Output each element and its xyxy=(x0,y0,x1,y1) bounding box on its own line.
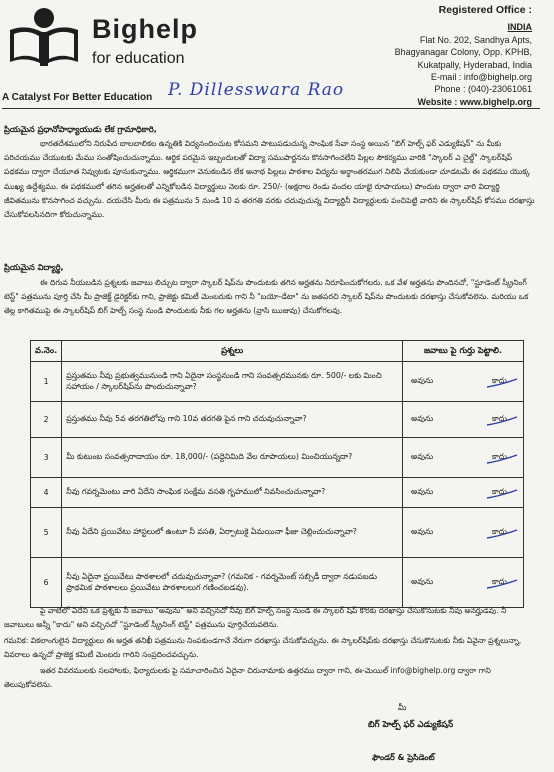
eligibility-note-text: పై వాటిలో ఏదేని ఒక ప్రశ్నకు నీ జవాబు "అవును" అని వచ్చినచో నీవు బిగ్ హెల్ప్ సంస్థ నుండి ఈ స్కాలర్ షిప్ కొరకు దరఖాస్తు చేసుకొనుటకు నీవు అనర్హుడవు. నీ జవాబులు అన్నీ "కాదు" అని వచ్చినచో "స్టూడెంట్ స్క్రీనింగ్ టెస్ట్" పత్రమును పూర్తిచేయవలెను. xyxy=(4,606,507,630)
col-question-header: ప్రశ్నలు xyxy=(62,341,403,362)
student-paragraph xyxy=(4,276,536,319)
answer-no-label: కాదు xyxy=(492,376,507,385)
intro-paragraph xyxy=(4,137,536,222)
table-row xyxy=(31,558,524,608)
tagline: A Catalyst For Better Education xyxy=(2,92,153,103)
office-country: INDIA xyxy=(507,22,532,33)
office-address-line: Flat No. 202, Sandhya Apts, xyxy=(419,34,532,45)
pen-tick-mark xyxy=(486,579,518,589)
answer-no[interactable] xyxy=(492,487,507,498)
pen-tick-mark xyxy=(486,454,518,464)
pen-tick-mark xyxy=(486,529,518,539)
table-row xyxy=(31,438,524,478)
office-email: E-mail : info@bighelp.org xyxy=(430,72,532,83)
table-row xyxy=(31,402,524,438)
answer-cell xyxy=(403,478,524,508)
pen-tick-mark xyxy=(486,416,518,426)
pen-tick-mark xyxy=(486,378,518,388)
table-row xyxy=(31,508,524,558)
greeting-student: ప్రియమైన విద్యార్థి, xyxy=(4,262,64,272)
row-question: నీవు ఏదైనా ప్రయివేటు పాఠశాలలో చదువుచున్నావా? (గమనిక - గవర్నమెంట్ సబ్సిడీ ద్వారా నడుపబడు ప్రాథమిక పాఠశాలలు ప్రయివేటు పాఠశాలలుగ గణించబడవు). xyxy=(62,558,403,608)
row-number: 1 xyxy=(31,362,62,402)
eligibility-note xyxy=(4,604,536,632)
answer-no[interactable] xyxy=(492,577,507,588)
col-number-header: వ.నెం. xyxy=(31,341,62,362)
header-divider xyxy=(2,108,540,109)
answer-yes[interactable]: అవును xyxy=(411,414,434,423)
answer-yes[interactable]: అవును xyxy=(411,527,434,536)
answer-cell xyxy=(403,438,524,478)
handwritten-name: P. Dillesswara Rao xyxy=(168,80,345,100)
table-row xyxy=(31,362,524,402)
answer-no[interactable] xyxy=(492,452,507,463)
answer-yes[interactable]: అవును xyxy=(411,452,434,461)
greeting-headmaster: ప్రియమైన ప్రధానోపాధ్యాయుడు లేక గ్రామాధికారి, xyxy=(4,124,157,134)
contact-paragraph-text: ఇతర వివరములకు సలహాలకు, ఫిర్యాదులకు పై సమాచారించిన ఏదైనా చిరునామాకు ఉత్తరము ద్వారా గాని, ఈ-మెయిల్ info@bighelp.org ద్వారా గాని తెలుపుకోవలెను. xyxy=(4,666,491,690)
registered-office xyxy=(372,4,532,108)
brand-subtitle: for education xyxy=(92,50,185,67)
disabled-note: గమనిక: వికలాంగులైన విద్యార్థులు ఈ అర్హత తనిఖీ పత్రమును నింపకుండగానే నేరుగా దరఖాస్తు చేసుకోవచ్చును. ఈ స్కాలర్‌షిప్‌కు దరఖాస్తు చేసుకొనుటకు నీకు ఏవైనా ప్రశ్నలున్నా, వివరాలు ఉన్నచో ప్రాజెక్ట కమిటీ మెంబరు గారిని సంప్రదించవచ్చును. xyxy=(4,636,522,660)
brand-name: Bighelp xyxy=(92,14,198,44)
row-question: ప్రస్తుతము నీవు ప్రభుత్వమునుండి గాని ఏదైనా సంస్థనుండి గాని సంవత్సరమునకు రూ. 500/- లకు మించి సహాయం / స్కాలర్‌షిప్‌ను పొందుచున్నావా? xyxy=(62,362,403,402)
office-address-line: Bhagyanagar Colony, Opp. KPHB, xyxy=(394,47,532,58)
row-number: 6 xyxy=(31,558,62,608)
answer-no-label: కాదు xyxy=(492,527,507,536)
pen-tick-mark xyxy=(486,489,518,499)
answer-no-label: కాదు xyxy=(492,487,507,496)
office-website: Website : www.bighelp.org xyxy=(417,96,532,107)
row-number: 4 xyxy=(31,478,62,508)
answer-cell xyxy=(403,508,524,558)
row-number: 2 xyxy=(31,402,62,438)
eligibility-table xyxy=(30,340,524,608)
row-question: ప్రస్తుతము నీవు 5వ తరగతిలోపు గాని 10వ తరగతి పైన గాని చదువుచున్నావా? xyxy=(62,402,403,438)
answer-no-label: కాదు xyxy=(492,414,507,423)
row-number: 3 xyxy=(31,438,62,478)
answer-yes[interactable]: అవును xyxy=(411,376,434,385)
student-paragraph-text: ఈ దిగువ నీయబడిన ప్రశ్నలకు జవాబు లిచ్చుట ద్వారా స్కాలర్ షిప్‌ను పొందుటకు తగిన అర్హతను నిరూపించుకోగలరు. ఒక వేళ అర్హతను పొందినచో, "స్టూడెంట్ స్క్రీనింగ్ టెస్ట్" పత్రమును పూర్తి చేసి మీ ప్రాజెక్ట్ డైరెక్టర్‌కు గాని, ప్రాజెక్టు కమిటీ మెంబరుకు గాని నీ "బయో-డేటా" ను జతపరచి స్కాలర్ షిప్‌ను పొందుటకు దరఖాస్తు చేసుకోవలెను. మరియు ఒక తెల్ల కాగితముపై ఈ స్కాలర్‌షిప్ బిగ్ హెల్ప్ సంస్థ నుండి పొందుటకు నీకు గల అర్హతను (వ్రాసి ఋజువు) చేసుకోగలవు. xyxy=(4,278,529,316)
col-answer-header: జవాబు పై గుర్తు పెట్టాలి. xyxy=(403,341,524,362)
table-header-row xyxy=(31,341,524,362)
answer-cell xyxy=(403,362,524,402)
founder-title: ఫౌండర్ & ప్రెసిడెంట్ xyxy=(372,753,435,762)
row-question: నీవు ఏదేని ప్రయివేటు హాస్టలులో ఉంటూ నీ వసతి, ఏర్పాటుకై ఏమయినా ఫీజు చెల్లించుచున్నావా? xyxy=(62,508,403,558)
answer-no-label: కాదు xyxy=(492,452,507,461)
office-phone: Phone : (040)-23061061 xyxy=(434,84,532,95)
table-row xyxy=(31,478,524,508)
answer-cell xyxy=(403,558,524,608)
answer-yes[interactable]: అవును xyxy=(411,487,434,496)
row-question: మీ కుటుంబ సంవత్సరాదాయం రూ. 18,000/- (పద్దెనిమిది వేల రూపాయలు) మించియున్నదా? xyxy=(62,438,403,478)
yours-faithfully: మీ xyxy=(398,703,407,712)
row-question: నీవు గవర్నమెంటు వారి ఏదేని సాంఘిక సంక్షేమ వసతి గృహములో నివసించుచున్నావా? xyxy=(62,478,403,508)
answer-no[interactable] xyxy=(492,376,507,387)
answer-yes[interactable]: అవును xyxy=(411,577,434,586)
answer-no[interactable] xyxy=(492,527,507,538)
answer-no[interactable] xyxy=(492,414,507,425)
row-number: 5 xyxy=(31,508,62,558)
organisation-signature: బిగ్ హెల్ప్ ఫర్ ఎడ్యుకేషన్ xyxy=(368,720,454,730)
book-logo-icon xyxy=(4,6,84,72)
answer-cell xyxy=(403,402,524,438)
intro-paragraph-text: భారతదేశములోని నిరుపేద బాలబాలికల ఉన్నతికి విద్యనందించుట కోసమని పాటుపడుచున్న సాంఘిక సేవా సంస్థ అయిన "బిగ్ హెల్ప్ ఫర్ ఎడ్యుకేషన్" ను మీకు పరిచయము చేయుటకు మేము సంతోషించుచున్నాము. ఆర్థిక పరమైన ఇబ్బందులతో విద్యా సముపార్జనను కొనసాగించలేని పిల్లల సౌకర్యము వారికి "స్కాలర్ ఎ చైల్డ్" స్కాలర్‌షిప్ పథకము ద్వారా చేయూత నివ్వుటకు పూనుకున్నాము. ఆర్థికముగా వెనుకబడిన లేక అనాథ పిల్లలు పాఠశాల విద్యను అర్థాంతరముగ నిలిపి వేయకుండా చూడటమే ఈ పథకము యొక్క ముఖ్య ఉద్దేశ్యము. ఈ పథకములో తగిన అర్హతలతో ఎన్నికోబడిన విద్యార్థులు నెలకు రూ. 250/- (అక్షరాల రెండు వందల యాభై రూపాయలు) పొందుట ద్వారా వారి విద్యార్థి జీవితమును కొనసాగించ వచ్చును. దయచేసి మీరు ఈ పత్రమును 5 నుండి 10 వ తరగతి వరకు చదువుచున్న విద్యార్థినీ విద్యార్థులకు పంచిపెట్టి వారిని ఈ స్కాలర్‌షిప్ కోసము దరఖాస్తు చేసుకోవలసినదిగా కోరుచున్నాము. xyxy=(4,139,535,220)
contact-paragraph xyxy=(4,664,536,692)
office-address-line: Kukatpally, Hyderabad, India xyxy=(417,59,532,70)
registered-office-heading: Registered Office : xyxy=(438,4,532,16)
answer-no-label: కాదు xyxy=(492,577,507,586)
